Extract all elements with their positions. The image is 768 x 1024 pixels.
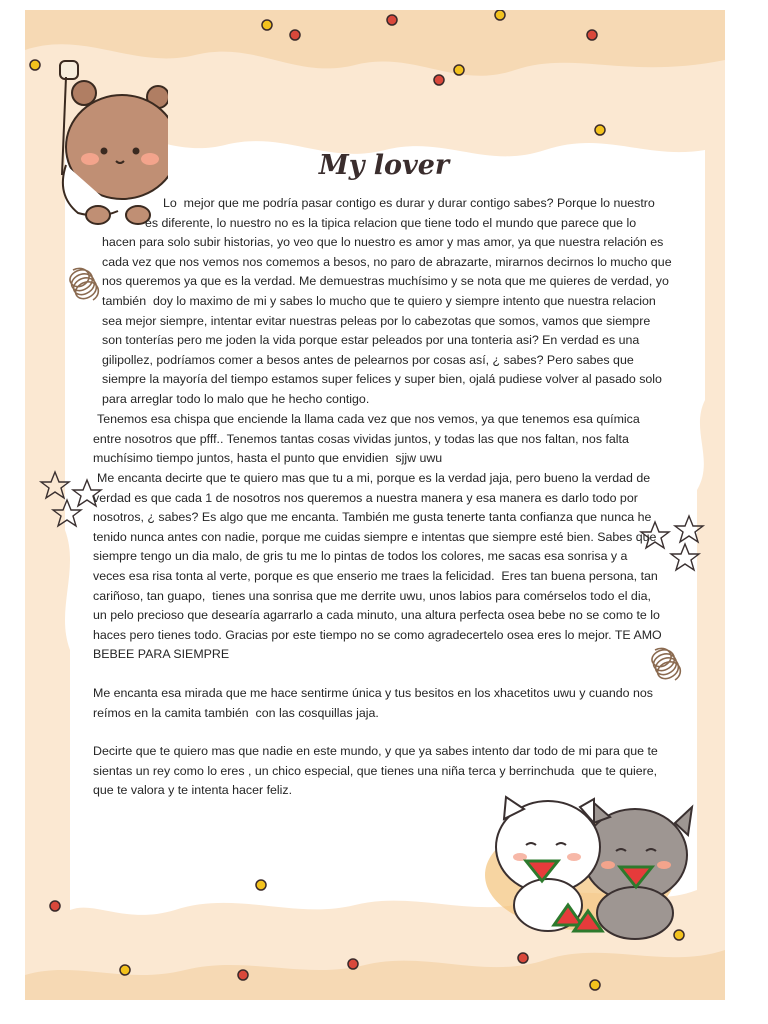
text-line: verdad es que cada 1 de nosotros nos queremos a nuestra manera y esa manera es darlo todo por — [93, 490, 638, 505]
text-line: veces esa risa tonta al verte, porque es que enserio me traes la felicidad. Eres tan buena persona, tan — [93, 569, 658, 583]
text-line: gilipollez, podríamos comer a besos antes de pelearnos por cosas así, ¿ sabes? Pero sabes que — [102, 352, 634, 367]
text-line: entre nosotros que pfff.. Tenemos tantas cosas vividas juntos, y todas las que nos faltan, nos falta — [93, 431, 629, 446]
text-line: BEBEE PARA SIEMPRE — [93, 647, 230, 662]
text-line: reímos en la camita también con las cosquillas jaja. — [93, 705, 379, 720]
text-line: hacen para solo subir historias, yo veo que lo nuestro es amor y mas amor, ya que nuestra relación es — [102, 235, 664, 250]
text-line: tenido nunca antes con nadie, porque me cuidas siempre e intentas que siempre esté bien. Sabes que — [93, 529, 657, 544]
text-line: Me encanta decirte que te quiero mas que tu a mi, porque es la verdad jaja, pero bueno la verdad de — [97, 471, 651, 485]
text-line: sientas un rey como lo eres , un chico especial, que tienes una niña terca y berrinchuda que te quiere, — [93, 763, 658, 778]
text-line: un pelo precioso que desearía agarrarlo a cada minuto, una altura perfecta osea bebe no se como te lo — [93, 608, 660, 623]
text-line: es diferente, lo nuestro no es la tipica relacion que tiene todo el mundo que parece que lo — [145, 215, 637, 230]
text-line: que te valora y te intenta hacer feliz. — [93, 783, 293, 798]
text-line: cariñoso, tan guapo, tienes una sonrisa que me derrite uwu, unos labios para comérselos todo el dia, — [93, 588, 651, 603]
text-line: para arreglar todo lo malo que he hecho contigo. — [102, 392, 370, 406]
text-line: haces pero tienes todo. Gracias por este tiempo no se como agradecertelo osea eres lo mejor. TE AMO — [93, 627, 662, 642]
text-line: nosotros, ¿ sabes? Es algo que me encanta. También me gusta tenerte tanta confianza que nunca he — [93, 510, 652, 525]
text-line: nos queremos ya que es la verdad. Me demuestras muchísimo y se nota que me quieres de verdad, yo — [102, 274, 669, 289]
text-line: Tenemos esa chispa que enciende la llama cada vez que nos vemos, ya que tenemos esa química — [97, 412, 640, 426]
text-line: también doy lo maximo de mi y sabes lo mucho que te quiero y siempre intento que nuestra relacion — [102, 294, 656, 308]
text-line: siempre tengo un dia malo, de gris tu me lo pintas de todos los colores, me sacas esa sonrisa y a — [93, 549, 628, 564]
text-line: Me encanta esa mirada que me hace sentirme única y tus besitos en los xhacetitos uwu y cuando nos — [93, 686, 653, 700]
cats-eating-watermelon-illustration — [470, 795, 710, 950]
text-line: cada vez que nos vemos nos comemos a besos, no paro de abrazarte, mirarnos decirnos lo mucho que — [102, 254, 672, 269]
text-line: muchísimo tiempo juntos, hasta el punto que envidien sjjw uwu — [93, 451, 443, 466]
letter-title: My lover — [318, 150, 450, 181]
text-line: sea mejor siempre, intentar evitar nuestras peleas por lo cabezotas que somos, vamos que siempre — [102, 313, 651, 328]
text-line: Decirte que te quiero mas que nadie en este mundo, y que ya sabes intento dar todo de mi para que te — [93, 744, 658, 758]
bear-illustration — [38, 55, 168, 230]
text-line: son tonterías pero me joden la vida porque estar peleados por una tonteria asi? En verdad es una — [102, 333, 640, 348]
text-line: siempre la mayoría del tiempo estamos super felices y super bien, ojalá pudiese volver al pasado solo — [102, 372, 662, 387]
text-line: Lo mejor que me podría pasar contigo es durar y durar contigo sabes? Porque lo nuestro — [163, 196, 655, 210]
